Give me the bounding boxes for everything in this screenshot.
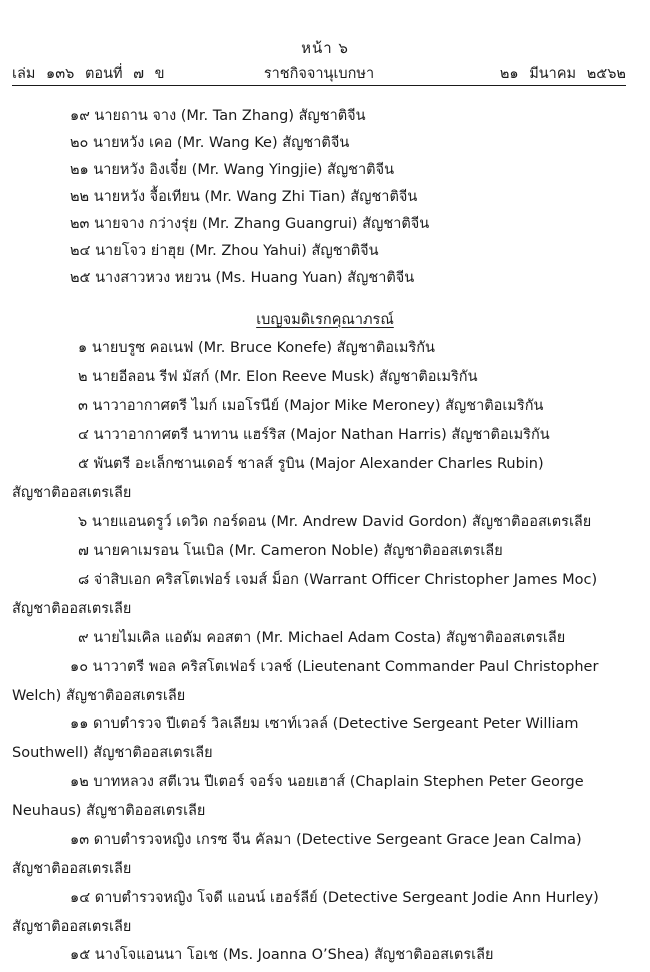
list-item: ๙ นายไมเคิล แอดัม คอสตา (Mr. Michael Adam Costa) สัญชาติออสเตรเลีย bbox=[78, 630, 566, 646]
list-item-continuation: Neuhaus) สัญชาติออสเตรเลีย bbox=[12, 803, 206, 819]
list-item: ๒๐ นายหวัง เคอ (Mr. Wang Ke) สัญชาติจีน bbox=[70, 135, 350, 151]
list-item: ๑๙ นายถาน จาง (Mr. Tan Zhang) สัญชาติจีน bbox=[70, 108, 366, 124]
list-item: ๑๔ ดาบตำรวจหญิง โจดี แอนน์ เฮอร์ลีย์ (Detective Sergeant Jodie Ann Hurley) bbox=[70, 890, 599, 906]
list-item: ๕ พันตรี อะเล็กซานเดอร์ ชาลส์ รูบิน (Major Alexander Charles Rubin) bbox=[78, 456, 544, 472]
list-item-continuation: Southwell) สัญชาติออสเตรเลีย bbox=[12, 745, 213, 761]
list-item: ๓ นาวาอากาศตรี ไมก์ เมอโรนีย์ (Major Mike Meroney) สัญชาติอเมริกัน bbox=[78, 398, 544, 414]
list-item: ๑๑ ดาบตำรวจ ปีเตอร์ วิลเลียม เซาท์เวลล์ (Detective Sergeant Peter William bbox=[70, 716, 579, 732]
list-item: ๖ นายแอนดรูว์ เดวิด กอร์ดอน (Mr. Andrew David Gordon) สัญชาติออสเตรเลีย bbox=[78, 514, 592, 530]
list-item-continuation: สัญชาติออสเตรเลีย bbox=[12, 485, 132, 501]
gazette-header bbox=[12, 62, 626, 84]
list-item: ๒๕ นางสาวหวง หยวน (Ms. Huang Yuan) สัญชาติจีน bbox=[70, 270, 415, 286]
page-number: หน้า ๖ bbox=[301, 39, 349, 57]
list-item: ๗ นายคาเมรอน โนเบิล (Mr. Cameron Noble) สัญชาติออสเตรเลีย bbox=[78, 543, 503, 559]
list-item-continuation: สัญชาติออสเตรเลีย bbox=[12, 919, 132, 935]
header-divider bbox=[12, 85, 626, 86]
list-item: ๘ จ่าสิบเอก คริสโตเฟอร์ เจมส์ ม็อก (Warrant Officer Christopher James Moc) bbox=[78, 572, 598, 588]
volume-issue: เล่ม ๑๓๖ ตอนที่ ๗ ข bbox=[12, 66, 165, 82]
list-item: ๒๑ นายหวัง อิงเจี๋ย (Mr. Wang Yingjie) สัญชาติจีน bbox=[70, 162, 394, 178]
section-title bbox=[0, 308, 650, 331]
list-item: ๔ นาวาอากาศตรี นาทาน แฮร์ริส (Major Nathan Harris) สัญชาติอเมริกัน bbox=[78, 427, 550, 443]
list-item-continuation: Welch) สัญชาติออสเตรเลีย bbox=[12, 688, 186, 704]
list-item: ๑๒ บาทหลวง สตีเวน ปีเตอร์ จอร์จ นอยเฮาส์ (Chaplain Stephen Peter George bbox=[70, 774, 584, 790]
publication-date: ๒๑ มีนาคม ๒๕๖๒ bbox=[499, 66, 626, 82]
list-item: ๒๔ นายโจว ย่าฮุย (Mr. Zhou Yahui) สัญชาติจีน bbox=[70, 243, 379, 259]
publication-name: ราชกิจจานุเบกษา bbox=[263, 66, 375, 82]
list-item-continuation: สัญชาติออสเตรเลีย bbox=[12, 601, 132, 617]
list-item-continuation: สัญชาติออสเตรเลีย bbox=[12, 861, 132, 877]
list-item: ๑๐ นาวาตรี พอล คริสโตเฟอร์ เวลช์ (Lieutenant Commander Paul Christopher bbox=[70, 659, 599, 675]
list-item: ๑ นายบรูซ คอเนฟ (Mr. Bruce Konefe) สัญชาติอเมริกัน bbox=[78, 340, 435, 356]
section-title-text: เบญจมดิเรกคุณาภรณ์ bbox=[256, 312, 394, 328]
list-item: ๒ นายอีลอน รีฟ มัสก์ (Mr. Elon Reeve Musk) สัญชาติอเมริกัน bbox=[78, 369, 478, 385]
list-item: ๒๒ นายหวัง จื้อเทียน (Mr. Wang Zhi Tian) สัญชาติจีน bbox=[70, 189, 418, 205]
list-item: ๑๕ นางโจแอนนา โอเช (Ms. Joanna O’Shea) สัญชาติออสเตรเลีย bbox=[70, 947, 494, 963]
list-item: ๑๓ ดาบตำรวจหญิง เกรซ จีน คัลมา (Detective Sergeant Grace Jean Calma) bbox=[70, 832, 582, 848]
list-item: ๒๓ นายจาง กว่างรุ่ย (Mr. Zhang Guangrui) สัญชาติจีน bbox=[70, 216, 430, 232]
